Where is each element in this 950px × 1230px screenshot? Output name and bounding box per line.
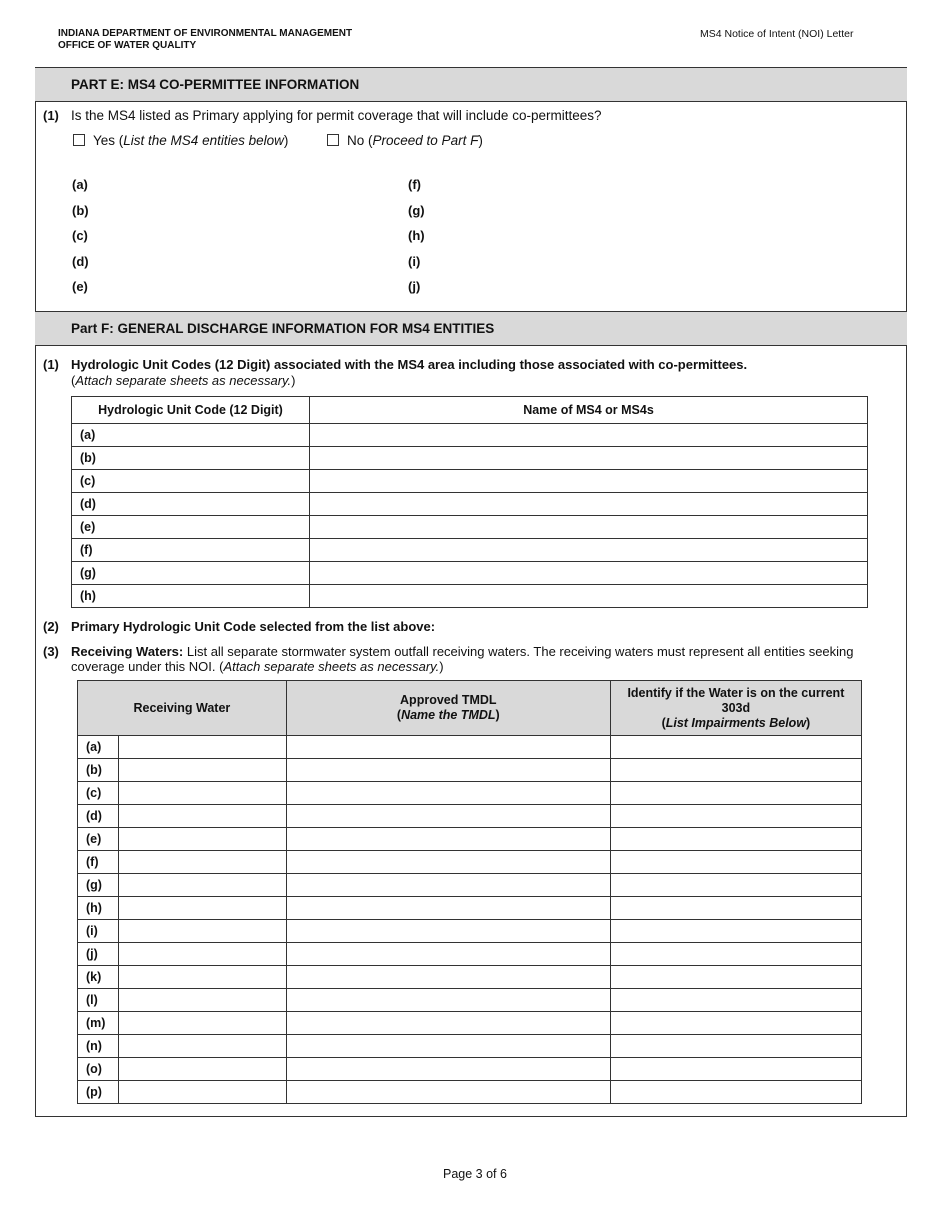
- table-row: [78, 989, 862, 1012]
- 303d-cell[interactable]: [610, 920, 861, 943]
- table-row: [72, 585, 868, 608]
- 303d-cell[interactable]: [610, 966, 861, 989]
- tmdl-cell[interactable]: [286, 1058, 610, 1081]
- no-instruction: Proceed to Part F: [372, 133, 479, 148]
- tmdl-cell[interactable]: [286, 1035, 610, 1058]
- ms4-name-cell[interactable]: [310, 470, 868, 493]
- table-row: [72, 424, 868, 447]
- 303d-cell[interactable]: [610, 782, 861, 805]
- no-checkbox[interactable]: [327, 134, 339, 146]
- part-f-header: [35, 311, 907, 346]
- row-label: (a): [78, 736, 119, 759]
- receiving-water-cell[interactable]: [119, 851, 287, 874]
- row-label: (h): [72, 585, 310, 608]
- co-permittee-label: (g): [408, 203, 425, 218]
- 303d-cell[interactable]: [610, 759, 861, 782]
- row-label: (m): [78, 1012, 119, 1035]
- table-row: [72, 539, 868, 562]
- row-label: (e): [78, 828, 119, 851]
- 303d-cell[interactable]: [610, 1035, 861, 1058]
- tmdl-cell[interactable]: [286, 828, 610, 851]
- ms4-name-cell[interactable]: [310, 539, 868, 562]
- table-row: [72, 447, 868, 470]
- table-row: [78, 1058, 862, 1081]
- agency-name: INDIANA DEPARTMENT OF ENVIRONMENTAL MANAGEMENT: [58, 28, 353, 39]
- 303d-cell[interactable]: [610, 897, 861, 920]
- receiving-water-cell[interactable]: [119, 1012, 287, 1035]
- part-e-title: PART E: MS4 CO-PERMITTEE INFORMATION: [71, 77, 360, 92]
- row-label: (c): [72, 470, 310, 493]
- table-row: [78, 1081, 862, 1104]
- part-e-q1-text: Is the MS4 listed as Primary applying for permit coverage that will include co-permittees?: [71, 108, 602, 123]
- row-label: (n): [78, 1035, 119, 1058]
- row-label: (o): [78, 1058, 119, 1081]
- tmdl-cell[interactable]: [286, 897, 610, 920]
- 303d-cell[interactable]: [610, 805, 861, 828]
- table-row: [78, 943, 862, 966]
- agency-header: [58, 28, 352, 52]
- table-row: [72, 470, 868, 493]
- yes-label: Yes (: [93, 133, 124, 148]
- form-name: MS4 Notice of Intent (NOI) Letter: [700, 28, 854, 40]
- ms4-name-cell[interactable]: [310, 585, 868, 608]
- table-row: [78, 897, 862, 920]
- row-label: (e): [72, 516, 310, 539]
- co-permittee-label: (h): [408, 228, 425, 243]
- tmdl-cell[interactable]: [286, 874, 610, 897]
- tmdl-column-header: Approved TMDL (Name the TMDL): [286, 681, 610, 736]
- part-f-q2-text: Primary Hydrologic Unit Code selected from the list above:: [71, 619, 436, 634]
- co-permittee-label: (f): [408, 177, 421, 192]
- ms4-name-cell[interactable]: [310, 447, 868, 470]
- part-f-title: Part F: GENERAL DISCHARGE INFORMATION FOR MS4 ENTITIES: [71, 321, 495, 336]
- receiving-water-cell[interactable]: [119, 874, 287, 897]
- part-e-q1-number: (1): [43, 108, 59, 123]
- 303d-cell[interactable]: [610, 851, 861, 874]
- tmdl-cell[interactable]: [286, 989, 610, 1012]
- row-label: (f): [78, 851, 119, 874]
- table-row: [72, 493, 868, 516]
- 303d-cell[interactable]: [610, 989, 861, 1012]
- ms4-name-cell[interactable]: [310, 424, 868, 447]
- office-name: OFFICE OF WATER QUALITY: [58, 40, 197, 51]
- receiving-water-cell[interactable]: [119, 759, 287, 782]
- part-f-q2-number: (2): [43, 619, 59, 634]
- huc-table: [71, 396, 868, 608]
- tmdl-cell[interactable]: [286, 851, 610, 874]
- table-row: [78, 805, 862, 828]
- tmdl-cell[interactable]: [286, 920, 610, 943]
- receiving-water-cell[interactable]: [119, 805, 287, 828]
- row-label: (p): [78, 1081, 119, 1104]
- row-label: (i): [78, 920, 119, 943]
- table-row: [78, 782, 862, 805]
- row-label: (d): [78, 805, 119, 828]
- part-f-q1-number: (1): [43, 357, 59, 372]
- part-e-header: [35, 67, 907, 102]
- 303d-cell[interactable]: [610, 828, 861, 851]
- 303d-cell[interactable]: [610, 1012, 861, 1035]
- receiving-water-cell[interactable]: [119, 920, 287, 943]
- receiving-water-cell[interactable]: [119, 782, 287, 805]
- row-label: (c): [78, 782, 119, 805]
- part-f-q1-text: Hydrologic Unit Codes (12 Digit) associated with the MS4 area including those associated with co-permittees. (Attach separate sheets as necessary.): [71, 357, 748, 388]
- yes-option[interactable]: Yes (List the MS4 entities below): [73, 133, 288, 148]
- tmdl-cell[interactable]: [286, 782, 610, 805]
- table-row: [78, 736, 862, 759]
- table-row: [78, 874, 862, 897]
- ms4-name-cell[interactable]: [310, 493, 868, 516]
- 303d-cell[interactable]: [610, 736, 861, 759]
- receiving-water-cell[interactable]: [119, 1035, 287, 1058]
- tmdl-cell[interactable]: [286, 1012, 610, 1035]
- ms4-name-cell[interactable]: [310, 562, 868, 585]
- row-label: (g): [72, 562, 310, 585]
- row-label: (d): [72, 493, 310, 516]
- huc-column-header: Hydrologic Unit Code (12 Digit): [72, 397, 310, 424]
- receiving-water-cell[interactable]: [119, 989, 287, 1012]
- no-option[interactable]: No (Proceed to Part F): [327, 133, 483, 148]
- row-label: (f): [72, 539, 310, 562]
- 303d-cell[interactable]: [610, 874, 861, 897]
- yes-instruction: List the MS4 entities below: [123, 133, 284, 148]
- tmdl-cell[interactable]: [286, 759, 610, 782]
- receiving-water-cell[interactable]: [119, 943, 287, 966]
- row-label: (k): [78, 966, 119, 989]
- tmdl-cell[interactable]: [286, 805, 610, 828]
- row-label: (b): [72, 447, 310, 470]
- part-f-q3-text: Receiving Waters: List all separate stormwater system outfall receiving waters. The receiving waters must represent all entities seeking coverage under this NOI. (Attach separate sheets as necessary.): [71, 644, 854, 674]
- tmdl-cell[interactable]: [286, 1081, 610, 1104]
- yes-checkbox[interactable]: [73, 134, 85, 146]
- table-row: [78, 920, 862, 943]
- co-permittee-label: (b): [72, 203, 89, 218]
- ms4-name-cell[interactable]: [310, 516, 868, 539]
- row-label: (b): [78, 759, 119, 782]
- co-permittee-label: (d): [72, 254, 89, 269]
- table-row: [78, 1012, 862, 1035]
- receiving-water-cell[interactable]: [119, 1058, 287, 1081]
- receiving-water-cell[interactable]: [119, 897, 287, 920]
- receiving-water-cell[interactable]: [119, 828, 287, 851]
- tmdl-cell[interactable]: [286, 943, 610, 966]
- receiving-water-cell[interactable]: [119, 966, 287, 989]
- table-row: [78, 851, 862, 874]
- no-label: No (: [347, 133, 373, 148]
- page-number: Page 3 of 6: [443, 1167, 507, 1181]
- tmdl-cell[interactable]: [286, 966, 610, 989]
- co-permittee-label: (i): [408, 254, 421, 269]
- co-permittee-label: (j): [408, 279, 421, 294]
- co-permittee-label: (a): [72, 177, 88, 192]
- table-row: [78, 966, 862, 989]
- co-permittee-label: (c): [72, 228, 88, 243]
- row-label: (l): [78, 989, 119, 1012]
- table-row: [72, 516, 868, 539]
- receiving-water-cell[interactable]: [119, 1081, 287, 1104]
- 303d-cell[interactable]: [610, 943, 861, 966]
- table-row: [78, 1035, 862, 1058]
- table-row: [72, 562, 868, 585]
- receiving-water-column-header: Receiving Water: [78, 681, 287, 736]
- 303d-cell[interactable]: [610, 1081, 861, 1104]
- row-label: (h): [78, 897, 119, 920]
- row-label: (a): [72, 424, 310, 447]
- tmdl-cell[interactable]: [286, 736, 610, 759]
- ms4-name-column-header: Name of MS4 or MS4s: [310, 397, 868, 424]
- receiving-waters-table: [77, 680, 862, 1104]
- 303d-cell[interactable]: [610, 1058, 861, 1081]
- receiving-water-cell[interactable]: [119, 736, 287, 759]
- table-row: [78, 759, 862, 782]
- part-f-q3-number: (3): [43, 644, 59, 659]
- co-permittee-label: (e): [72, 279, 88, 294]
- table-row: [78, 828, 862, 851]
- row-label: (g): [78, 874, 119, 897]
- 303d-column-header: Identify if the Water is on the current 303d (List Impairments Below): [610, 681, 861, 736]
- row-label: (j): [78, 943, 119, 966]
